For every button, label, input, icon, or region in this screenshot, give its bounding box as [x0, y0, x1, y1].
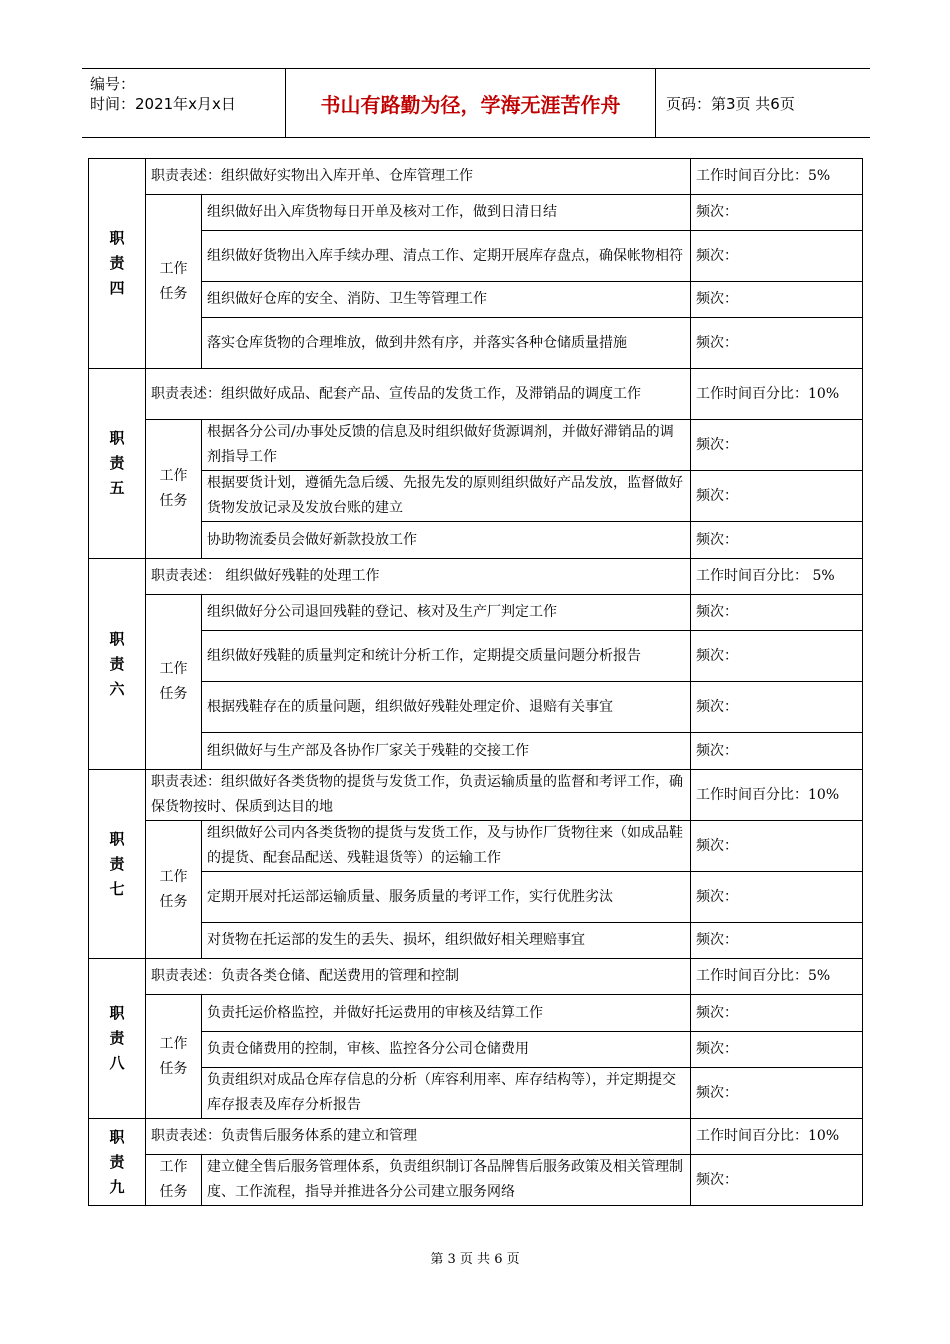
duty-pct: 工作时间百分比： 5% [691, 559, 863, 595]
task-row [89, 282, 863, 318]
task-freq: 频次： [691, 1068, 863, 1119]
task-freq: 频次： [691, 682, 863, 733]
task-freq: 频次： [691, 733, 863, 770]
task-freq: 频次： [691, 1155, 863, 1206]
duty-row-desc [89, 159, 863, 195]
duty-desc: 职责表述：负责售后服务体系的建立和管理 [146, 1119, 691, 1155]
task-freq: 频次： [691, 195, 863, 231]
duty-name: 职责六 [89, 559, 146, 770]
duty-pct: 工作时间百分比：5% [691, 959, 863, 995]
task-row [89, 1068, 863, 1119]
task-freq: 频次： [691, 420, 863, 471]
task-text: 协助物流委员会做好新款投放工作 [202, 522, 691, 559]
duty-row-desc [89, 1119, 863, 1155]
header-meta [82, 69, 286, 137]
task-freq: 频次： [691, 872, 863, 923]
duty-row-desc [89, 559, 863, 595]
task-row [89, 995, 863, 1032]
task-text: 对货物在托运部的发生的丢失、损坏，组织做好相关理赔事宜 [202, 923, 691, 959]
header-motto: 书山有路勤为径，学海无涯苦作舟 [286, 69, 656, 137]
page-header [82, 68, 870, 138]
task-row [89, 733, 863, 770]
task-freq: 频次： [691, 595, 863, 631]
task-freq: 频次： [691, 631, 863, 682]
tasks-label: 工作任务 [146, 995, 202, 1119]
task-freq: 频次： [691, 821, 863, 872]
task-text: 根据要货计划，遵循先急后缓、先报先发的原则组织做好产品发放，监督做好货物发放记录及发放台账的建立 [202, 471, 691, 522]
task-row [89, 682, 863, 733]
duty-pct: 工作时间百分比：10% [691, 1119, 863, 1155]
duty-name: 职责八 [89, 959, 146, 1119]
task-text: 负责托运价格监控，并做好托运费用的审核及结算工作 [202, 995, 691, 1032]
duty-row-desc [89, 770, 863, 821]
tasks-label: 工作任务 [146, 595, 202, 770]
duty-desc: 职责表述：负责各类仓储、配送费用的管理和控制 [146, 959, 691, 995]
duty-desc: 职责表述： 组织做好残鞋的处理工作 [146, 559, 691, 595]
duty-name: 职责七 [89, 770, 146, 959]
header-page-info: 页码：第3页 共6页 [666, 94, 795, 113]
task-text: 组织做好公司内各类货物的提货与发货工作，及与协作厂货物往来（如成品鞋的提货、配套品配送、残鞋退货等）的运输工作 [202, 821, 691, 872]
task-text: 根据残鞋存在的质量问题，组织做好残鞋处理定价、退赔有关事宜 [202, 682, 691, 733]
duty-pct: 工作时间百分比：5% [691, 159, 863, 195]
task-row [89, 318, 863, 369]
task-text: 建立健全售后服务管理体系，负责组织制订各品牌售后服务政策及相关管理制度、工作流程，指导并推进各分公司建立服务网络 [202, 1155, 691, 1206]
task-row [89, 471, 863, 522]
task-text: 组织做好分公司退回残鞋的登记、核对及生产厂判定工作 [202, 595, 691, 631]
task-row [89, 1032, 863, 1068]
duty-row-desc [89, 959, 863, 995]
duty-name: 职责四 [89, 159, 146, 369]
task-freq: 频次： [691, 995, 863, 1032]
duty-desc: 职责表述：组织做好成品、配套产品、宣传品的发货工作，及滞销品的调度工作 [146, 369, 691, 420]
duty-desc: 职责表述：组织做好实物出入库开单、仓库管理工作 [146, 159, 691, 195]
doc-number-label: 编号： [90, 75, 136, 93]
task-text: 组织做好货物出入库手续办理、清点工作、定期开展库存盘点，确保帐物相符 [202, 231, 691, 282]
task-text: 组织做好仓库的安全、消防、卫生等管理工作 [202, 282, 691, 318]
duty-name: 职责五 [89, 369, 146, 559]
task-text: 定期开展对托运部运输质量、服务质量的考评工作，实行优胜劣汰 [202, 872, 691, 923]
task-freq: 频次： [691, 522, 863, 559]
task-freq: 频次： [691, 923, 863, 959]
task-text: 组织做好出入库货物每日开单及核对工作，做到日清日结 [202, 195, 691, 231]
task-freq: 频次： [691, 231, 863, 282]
task-text: 组织做好与生产部及各协作厂家关于残鞋的交接工作 [202, 733, 691, 770]
task-row [89, 595, 863, 631]
task-row [89, 821, 863, 872]
duty-desc: 职责表述：组织做好各类货物的提货与发货工作，负责运输质量的监督和考评工作，确保货物按时、保质到达目的地 [146, 770, 691, 821]
doc-time-label: 时间：2021年x月x日 [90, 95, 236, 113]
task-row [89, 631, 863, 682]
task-freq: 频次： [691, 471, 863, 522]
task-text: 负责组织对成品仓库存信息的分析（库容利用率、库存结构等），并定期提交库存报表及库存分析报告 [202, 1068, 691, 1119]
task-freq: 频次： [691, 282, 863, 318]
task-row [89, 420, 863, 471]
task-row [89, 522, 863, 559]
task-row [89, 923, 863, 959]
task-row [89, 195, 863, 231]
duty-pct: 工作时间百分比：10% [691, 770, 863, 821]
task-text: 根据各分公司/办事处反馈的信息及时组织做好货源调剂，并做好滞销品的调剂指导工作 [202, 420, 691, 471]
duties-table [88, 158, 863, 1206]
duty-pct: 工作时间百分比：10% [691, 369, 863, 420]
task-freq: 频次： [691, 1032, 863, 1068]
duty-row-desc [89, 369, 863, 420]
tasks-label: 工作任务 [146, 821, 202, 959]
task-text: 负责仓储费用的控制，审核、监控各分公司仓储费用 [202, 1032, 691, 1068]
task-row [89, 872, 863, 923]
task-freq: 频次： [691, 318, 863, 369]
page-footer: 第 3 页 共 6 页 [430, 1252, 520, 1267]
tasks-label: 工作任务 [146, 420, 202, 559]
task-row [89, 1155, 863, 1206]
task-text: 落实仓库货物的合理堆放，做到井然有序，并落实各种仓储质量措施 [202, 318, 691, 369]
tasks-label: 工作任务 [146, 195, 202, 369]
task-text: 组织做好残鞋的质量判定和统计分析工作，定期提交质量问题分析报告 [202, 631, 691, 682]
tasks-label: 工作任务 [146, 1155, 202, 1206]
duty-name: 职责九 [89, 1119, 146, 1206]
task-row [89, 231, 863, 282]
